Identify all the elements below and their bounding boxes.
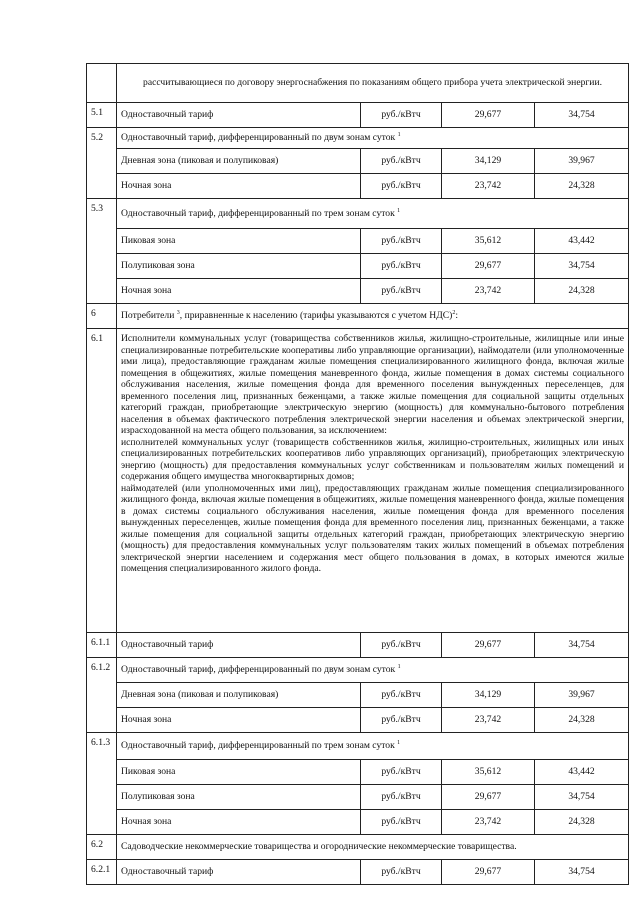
section-label — [117, 733, 629, 760]
value-cell: 35,612 — [442, 229, 535, 254]
value-cell: 34,754 — [535, 103, 629, 128]
tariff-label: Ночная зона — [117, 279, 361, 304]
table-row — [87, 329, 629, 633]
footnote-mark: 1 — [397, 207, 401, 214]
section-label-text: , приравненные к населению (тарифы указываются с учетом НДС) — [179, 310, 453, 322]
footnote-mark: 2 — [452, 310, 456, 317]
tariff-label: Одноставочный тариф — [117, 860, 361, 885]
value-cell: 34,129 — [442, 683, 535, 708]
tariff-label: Ночная зона — [117, 174, 361, 199]
unit-cell: руб./кВтч — [361, 103, 442, 128]
footnote-mark: 3 — [176, 310, 180, 317]
value-cell: 34,129 — [442, 149, 535, 174]
value-cell: 29,677 — [442, 633, 535, 658]
value-cell: 23,742 — [442, 708, 535, 733]
paragraph: наймодателей (или уполномоченных ими лиц), предоставляющих гражданам жилые помещения специализированного жилищного фонда, включая жилые помещения в общежитиях, жилые помещения маневренного фонда, жилые помещения в домах системы социального обслуживания населения, жилые помещения фонда для временного поселения вынужденных переселенцев, жилые помещения фонда для временного поселения лиц, признанных беженцами, а также жилые помещения для социальной защиты отдельных категорий граждан, приобретающих электрическую энергию (мощность) для предоставления коммунальных услуг пользователям таких жилых помещений в объемах потребления электрической энергии населением и содержания мест общего пользования в домах, в которых имеются жилые помещения специализированного жилого фонда. — [121, 482, 625, 574]
paragraph: исполнителей коммунальных услуг (товариществ собственников жилья, жилищно-строительных, жилищных или иных специализированных потребительских кооперативов либо управляющих организаций), приобретающих электрическую энергию (мощность) для предоставления коммунальных услуг собственникам и пользователям жилых помещений и содержания общего имущества многоквартирных домов; — [121, 436, 625, 482]
section-label-text: Одноставочный тариф, дифференцированный по двум зонам суток — [121, 664, 396, 676]
value-cell: 23,742 — [442, 279, 535, 304]
table-row — [87, 733, 629, 760]
table-row — [87, 760, 629, 785]
table-row — [87, 785, 629, 810]
row-number: 6.2.1 — [87, 860, 117, 885]
tariff-label: Пиковая зона — [117, 760, 361, 785]
section-label-text: Потребители — [121, 310, 175, 322]
value-cell: 24,328 — [535, 810, 629, 835]
value-cell: 39,967 — [535, 683, 629, 708]
footnote-mark: 1 — [397, 664, 401, 671]
tariff-label: Пиковая зона — [117, 229, 361, 254]
value-cell: 35,612 — [442, 760, 535, 785]
value-cell: 24,328 — [535, 174, 629, 199]
section-label-text: Одноставочный тариф, дифференцированный по двум зонам суток — [121, 132, 396, 144]
value-cell: 24,328 — [535, 279, 629, 304]
row-number: 5.2 — [87, 128, 117, 199]
value-cell: 23,742 — [442, 810, 535, 835]
table-row — [87, 103, 629, 128]
row-number: 6.2 — [87, 835, 117, 860]
footnote-mark: 1 — [397, 132, 401, 139]
unit-cell: руб./кВтч — [361, 254, 442, 279]
tariff-label: Ночная зона — [117, 810, 361, 835]
section-label-text: Одноставочный тариф, дифференцированный по трем зонам суток — [121, 740, 395, 752]
tariff-table — [86, 63, 629, 885]
unit-cell: руб./кВтч — [361, 760, 442, 785]
unit-cell: руб./кВтч — [361, 174, 442, 199]
section-label — [117, 304, 629, 329]
section-label — [117, 128, 629, 149]
paragraph: Исполнители коммунальных услуг (товарищества собственников жилья, жилищно-строительные, жилищные или иные специализированные потребительские кооперативы либо управляющие организации), наймодатели (или уполномоченные ими лица), предоставляющие гражданам жилые помещения специализированного жилищного фонда, включая жилые помещения в общежитиях, жилые помещения маневренного фонда, жилые помещения в домах системы социального обслуживания населения, жилые помещения фонда для временного поселения вынужденных переселенцев, для временного поселения лиц, признанных беженцами, а также жилые помещения для социальной защиты отдельных категорий граждан, приобретающие электрическую энергию (мощность) для коммунально-бытового потребления населения в объемах фактического потребления электрической энергии населения и объемах электрической энергии, израсходованной на места общего пользования, за исключением: — [121, 333, 625, 436]
section-label — [117, 658, 629, 683]
unit-cell: руб./кВтч — [361, 149, 442, 174]
unit-cell: руб./кВтч — [361, 810, 442, 835]
table-row — [87, 279, 629, 304]
table-row — [87, 658, 629, 683]
value-cell: 43,442 — [535, 229, 629, 254]
footnote-mark: 1 — [397, 740, 401, 747]
value-cell: 29,677 — [442, 785, 535, 810]
tariff-label: Полупиковая зона — [117, 254, 361, 279]
table-row — [87, 128, 629, 149]
continuation-text: рассчитывающиеся по договору энергоснабжения по показаниям общего прибора учета электрической энергии. — [117, 64, 629, 103]
section-label: Садоводческие некоммерческие товарищества и огороднические некоммерческие товарищества. — [117, 835, 629, 860]
value-cell: 34,754 — [535, 860, 629, 885]
value-cell: 23,742 — [442, 174, 535, 199]
row-number: 6.1.3 — [87, 733, 117, 835]
value-cell: 24,328 — [535, 708, 629, 733]
section-label-text: Одноставочный тариф, дифференцированный по трем зонам суток — [121, 207, 395, 219]
unit-cell: руб./кВтч — [361, 785, 442, 810]
table-row — [87, 860, 629, 885]
row-number: 5.3 — [87, 199, 117, 304]
tariff-label: Одноставочный тариф — [117, 633, 361, 658]
table-row — [87, 64, 629, 103]
table-row — [87, 149, 629, 174]
row-number: 6.1.2 — [87, 658, 117, 733]
value-cell: 39,967 — [535, 149, 629, 174]
row-number: 6.1 — [87, 329, 117, 633]
unit-cell: руб./кВтч — [361, 633, 442, 658]
section-label-text: : — [455, 310, 459, 322]
tariff-label: Ночная зона — [117, 708, 361, 733]
value-cell: 43,442 — [535, 760, 629, 785]
value-cell: 34,754 — [535, 785, 629, 810]
row-number: 6.1.1 — [87, 633, 117, 658]
consumer-description — [117, 329, 629, 633]
value-cell: 34,754 — [535, 254, 629, 279]
table-row — [87, 708, 629, 733]
unit-cell: руб./кВтч — [361, 279, 442, 304]
table-row — [87, 683, 629, 708]
table-row — [87, 229, 629, 254]
value-cell: 29,677 — [442, 860, 535, 885]
unit-cell: руб./кВтч — [361, 229, 442, 254]
table-row — [87, 199, 629, 229]
table-row — [87, 633, 629, 658]
table-row — [87, 304, 629, 329]
value-cell: 34,754 — [535, 633, 629, 658]
tariff-document — [86, 63, 628, 885]
unit-cell: руб./кВтч — [361, 860, 442, 885]
row-number: 5.1 — [87, 103, 117, 128]
row-number: 6 — [87, 304, 117, 329]
tariff-label: Дневная зона (пиковая и полупиковая) — [117, 149, 361, 174]
tariff-label: Полупиковая зона — [117, 785, 361, 810]
value-cell: 29,677 — [442, 103, 535, 128]
tariff-label: Дневная зона (пиковая и полупиковая) — [117, 683, 361, 708]
value-cell: 29,677 — [442, 254, 535, 279]
table-row — [87, 174, 629, 199]
table-row — [87, 810, 629, 835]
unit-cell: руб./кВтч — [361, 683, 442, 708]
unit-cell: руб./кВтч — [361, 708, 442, 733]
section-label — [117, 199, 629, 229]
tariff-label: Одноставочный тариф — [117, 103, 361, 128]
table-row — [87, 254, 629, 279]
table-row — [87, 835, 629, 860]
row-number — [87, 64, 117, 103]
